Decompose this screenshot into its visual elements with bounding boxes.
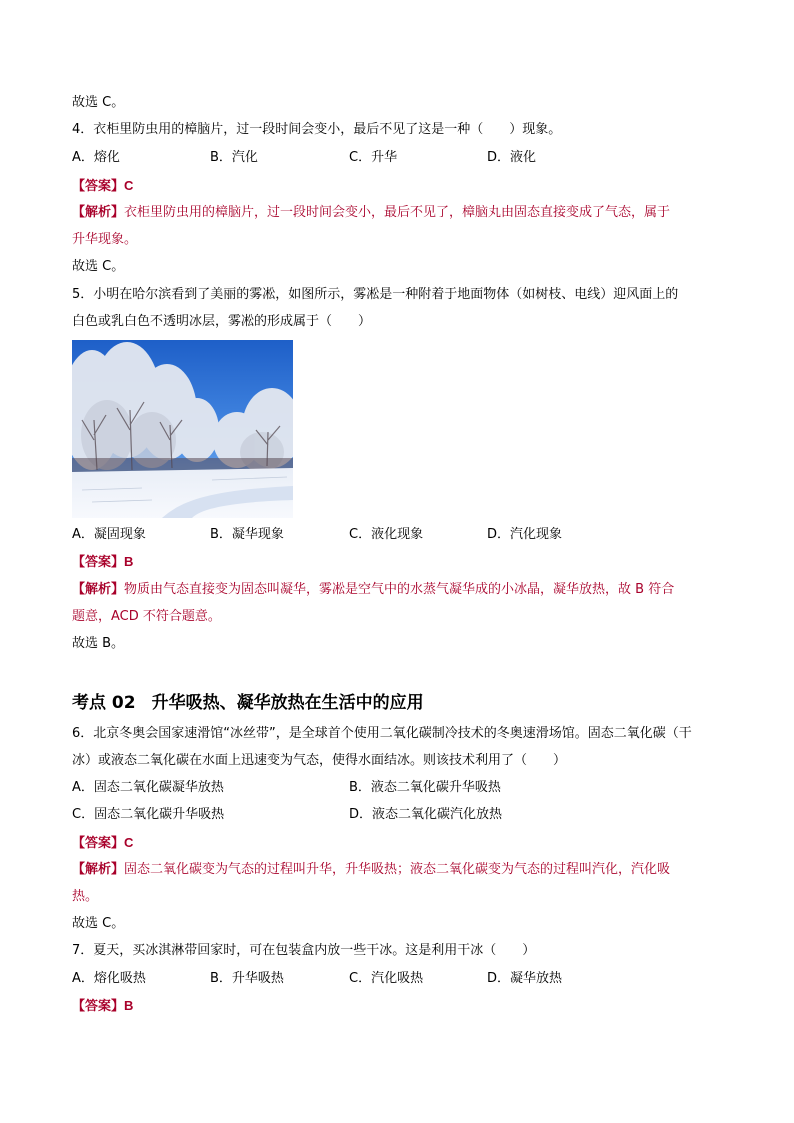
answer-tag: 【答案】: [72, 555, 125, 570]
q6-explanation-cont: 热。: [72, 889, 99, 904]
q7-option-d: D．凝华放热: [487, 971, 563, 986]
q6-answer-value: C: [124, 835, 134, 850]
section-title: 升华吸热、凝华放热在生活中的应用: [151, 693, 424, 713]
q6-stem: 6．北京冬奥会国家速滑馆“冰丝带”，是全球首个使用二氧化碳制冷技术的冬奥速滑场馆。固态二氧化碳（干: [72, 726, 692, 741]
section-heading: [72, 688, 424, 713]
q4-option-b: B．汽化: [210, 150, 258, 165]
q4-conclusion: 故选 C。: [72, 259, 125, 274]
q5-conclusion: 故选 B。: [72, 636, 125, 651]
q6-explanation-text: 固态二氧化碳变为气态的过程叫升华，升华吸热；液态二氧化碳变为气态的过程叫汽化，汽化吸: [124, 862, 671, 877]
q5-option-b: B．凝华现象: [210, 527, 284, 542]
q7-option-c: C．汽化吸热: [349, 971, 424, 986]
q6-stem-cont: 冰）或液态二氧化碳在水面上迅速变为气态，使得水面结冰。则该技术利用了（ ）: [72, 753, 567, 768]
q7-option-b: B．升华吸热: [210, 971, 284, 986]
q5-option-d: D．汽化现象: [487, 527, 563, 542]
q5-explanation-cont: 题意，ACD 不符合题意。: [72, 609, 221, 624]
q5-answer: [72, 553, 133, 572]
q6-explanation: [72, 861, 670, 879]
explain-tag: 【解析】: [72, 582, 125, 597]
q7-stem: 7．夏天，买冰淇淋带回家时，可在包装盒内放一些干冰。这是利用干冰（ ）: [72, 943, 536, 958]
q6-option-c: C．固态二氧化碳升华吸热: [72, 807, 225, 822]
answer-tag: 【答案】: [72, 179, 125, 194]
q6-conclusion: 故选 C。: [72, 916, 125, 931]
q4-option-c: C．升华: [349, 150, 398, 165]
section-number: 考点 02: [72, 693, 136, 713]
q4-answer: [72, 177, 133, 196]
q4-answer-value: C: [124, 178, 134, 193]
rime-frost-photo: [72, 340, 293, 518]
q5-stem-cont: 白色或乳白色不透明冰层，雾凇的形成属于（ ）: [72, 314, 372, 329]
explain-tag: 【解析】: [72, 862, 125, 877]
q4-explanation-cont: 升华现象。: [72, 232, 138, 247]
q5-explanation: [72, 581, 674, 599]
q6-option-b: B．液态二氧化碳升华吸热: [349, 780, 501, 795]
q5-option-a: A．凝固现象: [72, 527, 146, 542]
q3-conclusion: 故选 C。: [72, 95, 125, 110]
q5-explanation-text: 物质由气态直接变为固态叫凝华，雾凇是空气中的水蒸气凝华成的小冰晶，凝华放热，故 B 符合: [124, 582, 675, 597]
q6-answer: [72, 834, 133, 853]
answer-tag: 【答案】: [72, 999, 125, 1014]
q5-stem: 5．小明在哈尔滨看到了美丽的雾凇，如图所示，雾凇是一种附着于地面物体（如树枝、电线）迎风面上的: [72, 287, 679, 302]
q6-option-a: A．固态二氧化碳凝华放热: [72, 780, 224, 795]
q7-answer: [72, 997, 133, 1016]
q4-stem: 4．衣柜里防虫用的樟脑片，过一段时间会变小，最后不见了这是一种（ ）现象。: [72, 122, 562, 137]
q7-answer-value: B: [124, 998, 134, 1013]
q4-option-d: D．液化: [487, 150, 537, 165]
q4-option-a: A．熔化: [72, 150, 120, 165]
q5-answer-value: B: [124, 554, 134, 569]
explain-tag: 【解析】: [72, 205, 125, 220]
q4-explanation: [72, 204, 670, 222]
answer-tag: 【答案】: [72, 836, 125, 851]
q4-explanation-text: 衣柜里防虫用的樟脑片，过一段时间会变小，最后不见了，樟脑丸由固态直接变成了气态，属于: [124, 205, 671, 220]
q5-option-c: C．液化现象: [349, 527, 424, 542]
q7-option-a: A．熔化吸热: [72, 971, 146, 986]
q6-option-d: D．液态二氧化碳汽化放热: [349, 807, 503, 822]
